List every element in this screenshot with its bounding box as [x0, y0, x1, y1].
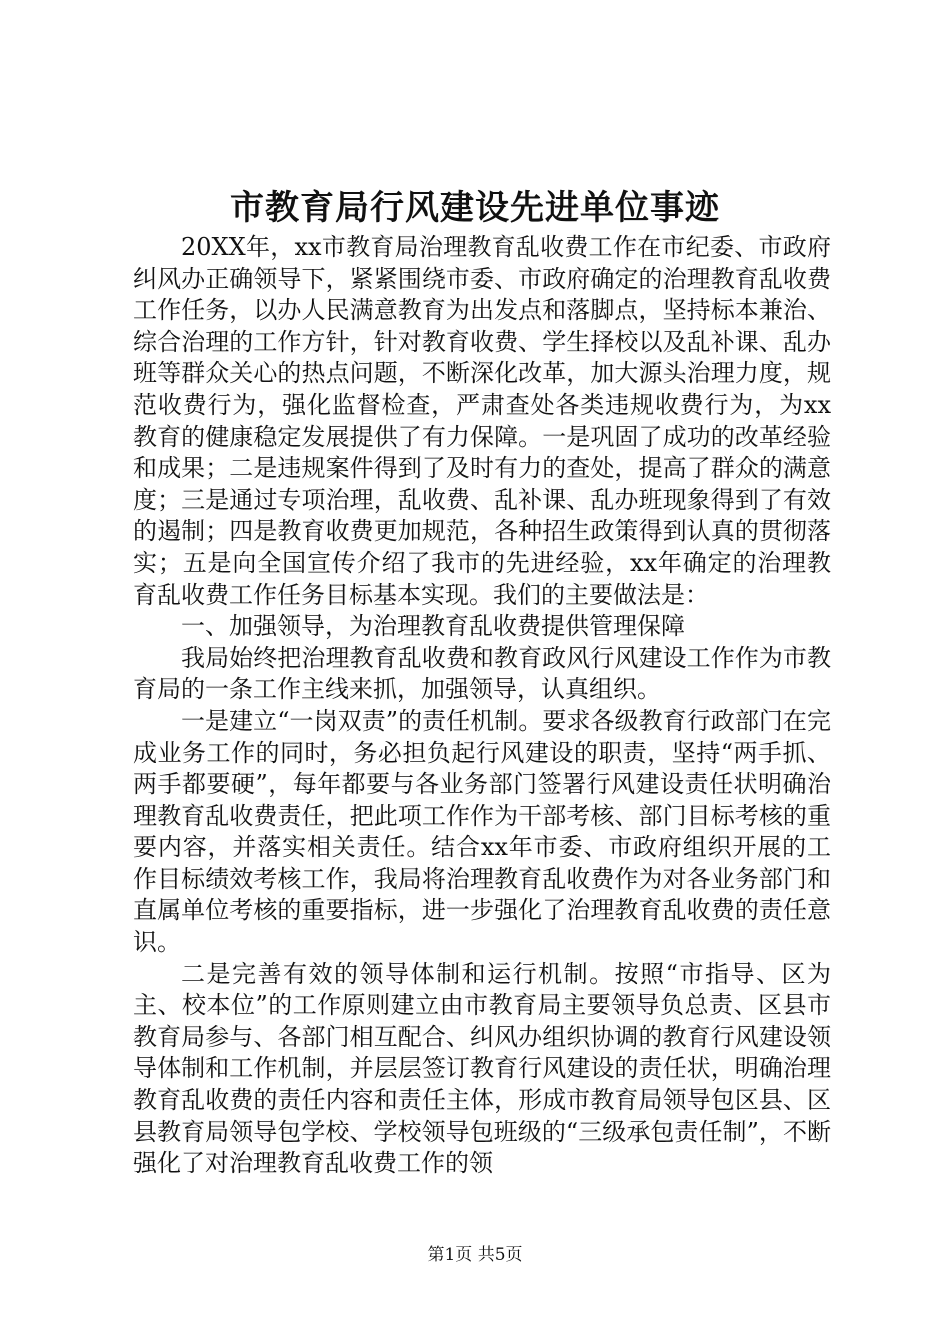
- paragraph-leadership-system: 二是完善有效的领导体制和运行机制。按照“市指导、区为主、校本位”的工作原则建立由市教育局主要领导负总责、区县市教育局参与、各部门相互配合、纠风办组织协调的教育行风建设领导体制和工作机制，并层层签订教育行风建设的责任状，明确治理教育乱收费的责任内容和责任主体，形成市教育局领导包区县、区县教育局领导包学校、学校领导包班级的“三级承包责任制”，不断强化了对治理教育乱收费工作的领: [133, 959, 831, 1178]
- paragraph-intro: 20XX年，xx市教育局治理教育乱收费工作在市纪委、市政府纠风办正确领导下，紧紧围绕市委、市政府确定的治理教育乱收费工作任务，以办人民满意教育为出发点和落脚点，坚持标本兼治、综合治理的工作方针，针对教育收费、学生择校以及乱补课、乱办班等群众关心的热点问题，不断深化改革，加大源头治理力度，规范收费行为，强化监督检查，严肃查处各类违规收费行为，为xx教育的健康稳定发展提供了有力保障。一是巩固了成功的改革经验和成果；二是违规案件得到了及时有力的查处，提高了群众的满意度；三是通过专项治理，乱收费、乱补课、乱办班现象得到了有效的遏制；四是教育收费更加规范，各种招生政策得到认真的贯彻落实；五是向全国宣传介绍了我市的先进经验，xx年确定的治理教育乱收费工作任务目标基本实现。我们的主要做法是：: [133, 233, 831, 609]
- page-number-footer: 第1页 共5页: [427, 1245, 523, 1265]
- paragraph-responsibility-mechanism: 一是建立“一岗双责”的责任机制。要求各级教育行政部门在完成业务工作的同时，务必担负起行风建设的职责，坚持“两手抓、两手都要硬”，每年都要与各业务部门签署行风建设责任状明确治理教育乱收费责任，把此项工作作为干部考核、部门目标考核的重要内容，并落实相关责任。结合xx年市委、市政府组织开展的工作目标绩效考核工作，我局将治理教育乱收费作为对各业务部门和直属单位考核的重要指标，进一步强化了治理教育乱收费的责任意识。: [133, 706, 831, 957]
- paragraph-section-1-intro: 我局始终把治理教育乱收费和教育政风行风建设工作作为市教育局的一条工作主线来抓，加强领导，认真组织。: [133, 643, 831, 704]
- document-title: 市教育局行风建设先进单位事迹: [230, 188, 720, 228]
- section-heading-1: 一、加强领导，为治理教育乱收费提供管理保障: [181, 612, 685, 641]
- document-body: [133, 232, 831, 1180]
